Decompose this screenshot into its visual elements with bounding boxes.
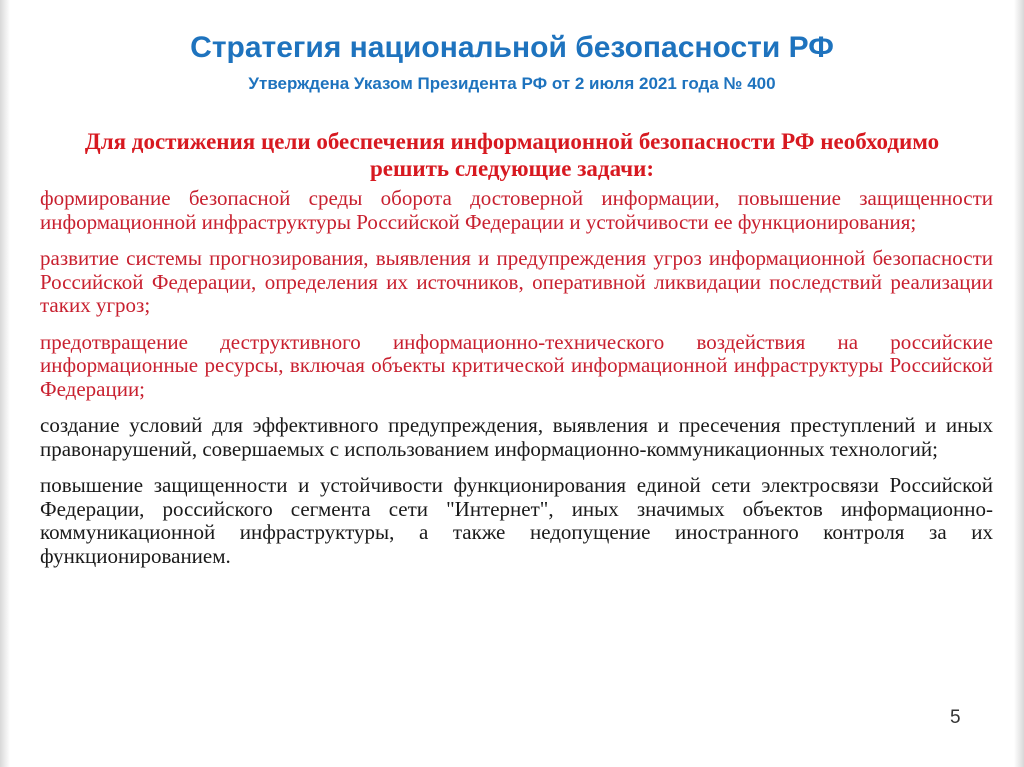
task-item: развитие системы прогнозирования, выявления и предупреждения угроз информационной безопасности Российской Федерации, определения их источников, оперативной ликвидации последствий реализации таких угроз; bbox=[40, 246, 993, 317]
task-item: повышение защищенности и устойчивости функционирования единой сети электросвязи Российской Федерации, российского сегмента сети "Интернет", иных значимых объектов информационно-коммуникационной инфраструктуры, а также недопущение иностранного контроля за их функционированием. bbox=[40, 473, 993, 568]
task-item: формирование безопасной среды оборота достоверной информации, повышение защищенности информационной инфраструктуры Российской Федерации и устойчивости ее функционирования; bbox=[40, 186, 993, 234]
page-number: 5 bbox=[950, 707, 961, 728]
slide-frame-left bbox=[0, 0, 10, 767]
slide-frame-right bbox=[1014, 0, 1024, 767]
slide-subtitle: Утверждена Указом Президента РФ от 2 июля 2021 года № 400 bbox=[248, 74, 776, 93]
task-item: создание условий для эффективного предупреждения, выявления и пресечения преступлений и иных правонарушений, совершаемых с использованием информационно-коммуникационных технологий; bbox=[40, 413, 993, 461]
tasks-heading: Для достижения цели обеспечения информационной безопасности РФ необходимо решить следующие задачи: bbox=[84, 129, 940, 181]
task-item: предотвращение деструктивного информационно-технического воздействия на российские информационные ресурсы, включая объекты критической информационной инфраструктуры Российской Федерации; bbox=[40, 329, 993, 401]
tasks-list bbox=[40, 187, 993, 581]
slide-title: Стратегия национальной безопасности РФ bbox=[190, 31, 834, 64]
